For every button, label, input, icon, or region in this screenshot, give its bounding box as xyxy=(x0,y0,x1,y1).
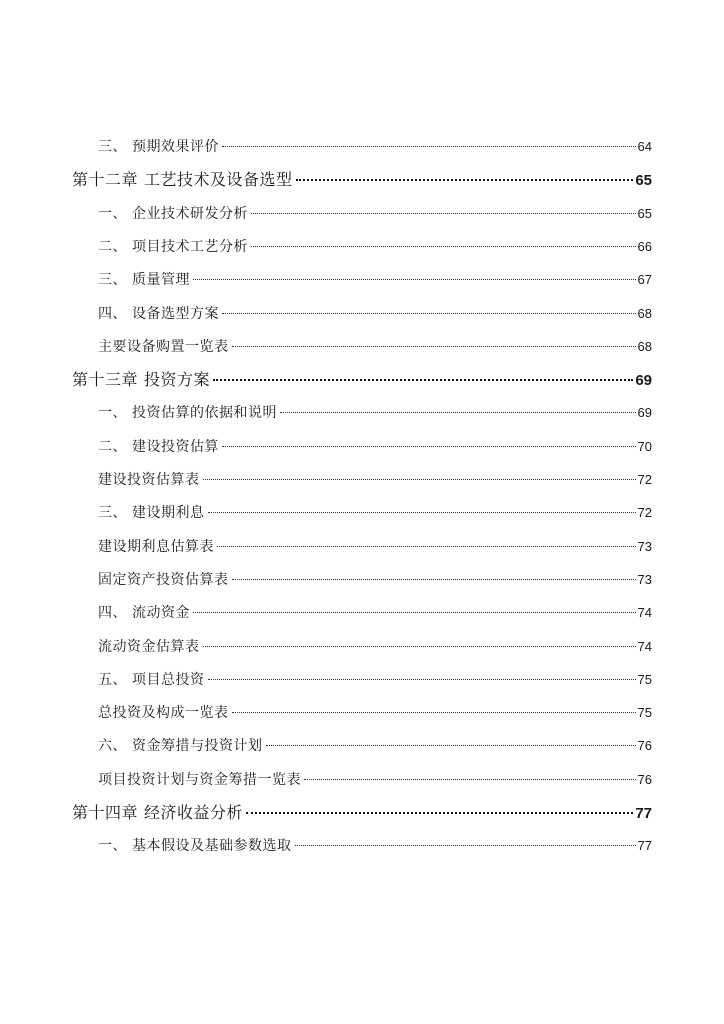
toc-entry-number: 一、 xyxy=(98,838,127,854)
toc-page-number: 70 xyxy=(637,439,652,454)
toc-entry-title: 项目技术工艺分析 xyxy=(132,239,248,255)
toc-page-number: 72 xyxy=(637,472,652,487)
toc-section-entry[interactable] xyxy=(98,269,652,291)
toc-page-number: 69 xyxy=(637,405,652,420)
toc-chapter-entry[interactable] xyxy=(72,169,652,191)
toc-dot-leader xyxy=(203,479,636,480)
toc-dot-leader xyxy=(222,446,636,447)
toc-section-entry[interactable] xyxy=(98,136,652,158)
toc-page-number: 77 xyxy=(637,838,652,853)
toc-dot-leader xyxy=(304,779,636,780)
toc-section-entry[interactable] xyxy=(98,835,652,857)
toc-page-number: 74 xyxy=(637,639,652,654)
toc-entry-title: 流动资金估算表 xyxy=(98,639,200,655)
toc-entry-number: 五、 xyxy=(98,672,127,688)
toc-dot-leader xyxy=(193,279,636,280)
toc-entry-title: 投资估算的依据和说明 xyxy=(132,405,277,421)
toc-entry-number: 一、 xyxy=(98,405,127,421)
toc-dot-leader xyxy=(251,213,636,214)
toc-entry-title: 预期效果评价 xyxy=(132,139,219,155)
toc-dot-leader xyxy=(232,579,636,580)
toc-section-entry[interactable] xyxy=(98,636,652,658)
toc-entry-title: 总投资及构成一览表 xyxy=(98,705,229,721)
toc-page-number: 68 xyxy=(637,306,652,321)
toc-dot-leader xyxy=(232,346,636,347)
toc-dot-leader xyxy=(295,845,636,846)
toc-entry-number: 四、 xyxy=(98,605,127,621)
toc-dot-leader xyxy=(232,712,636,713)
toc-entry-number: 一、 xyxy=(98,206,127,222)
toc-section-entry[interactable] xyxy=(98,303,652,325)
toc-section-entry[interactable] xyxy=(98,735,652,757)
toc-section-entry[interactable] xyxy=(98,669,652,691)
toc-entry-number: 二、 xyxy=(98,239,127,255)
toc-page-number: 64 xyxy=(637,139,652,154)
toc-section-entry[interactable] xyxy=(98,336,652,358)
toc-entry-title: 固定资产投资估算表 xyxy=(98,572,229,588)
toc-section-entry[interactable] xyxy=(98,769,652,791)
toc-page-number: 74 xyxy=(637,605,652,620)
toc-entry-number: 三、 xyxy=(98,505,127,521)
toc-entry-title: 流动资金 xyxy=(132,605,190,621)
toc-dot-leader xyxy=(208,512,636,513)
toc-entry-number: 三、 xyxy=(98,272,127,288)
toc-entry-number: 第十三章 xyxy=(72,370,139,389)
toc-section-entry[interactable] xyxy=(98,536,652,558)
toc-page-number: 76 xyxy=(637,772,652,787)
toc-entry-title: 项目投资计划与资金筹措一览表 xyxy=(98,772,301,788)
toc-section-entry[interactable] xyxy=(98,702,652,724)
toc-entry-title: 建设期利息估算表 xyxy=(98,539,214,555)
toc-page-number: 65 xyxy=(635,172,652,189)
toc-page-number: 68 xyxy=(637,339,652,354)
toc-chapter-entry[interactable] xyxy=(72,802,652,824)
toc-section-entry[interactable] xyxy=(98,402,652,424)
toc-dot-leader xyxy=(296,179,634,181)
toc-dot-leader xyxy=(213,379,633,381)
toc-dot-leader xyxy=(222,313,636,314)
toc-section-entry[interactable] xyxy=(98,236,652,258)
toc-entry-title: 建设投资估算表 xyxy=(98,472,200,488)
toc-page-number: 75 xyxy=(637,672,652,687)
toc-page-number: 67 xyxy=(637,272,652,287)
toc-dot-leader xyxy=(208,679,636,680)
toc-entry-number: 第十二章 xyxy=(72,170,139,189)
toc-entry-title: 建设期利息 xyxy=(132,505,205,521)
toc-dot-leader xyxy=(280,412,636,413)
toc-chapter-entry[interactable] xyxy=(72,369,652,391)
toc-page-number: 76 xyxy=(637,738,652,753)
toc-section-entry[interactable] xyxy=(98,602,652,624)
toc-entry-title: 投资方案 xyxy=(144,370,211,389)
toc-entry-title: 建设投资估算 xyxy=(132,439,219,455)
toc-entry-title: 项目总投资 xyxy=(132,672,205,688)
toc-entry-number: 四、 xyxy=(98,306,127,322)
toc-dot-leader xyxy=(193,612,636,613)
toc-entry-title: 基本假设及基础参数选取 xyxy=(132,838,292,854)
toc-section-entry[interactable] xyxy=(98,436,652,458)
toc-dot-leader xyxy=(203,646,636,647)
toc-section-entry[interactable] xyxy=(98,469,652,491)
toc-entry-title: 质量管理 xyxy=(132,272,190,288)
toc-page-number: 66 xyxy=(637,239,652,254)
toc-dot-leader xyxy=(217,546,636,547)
toc-page-number: 69 xyxy=(635,372,652,389)
toc-entry-title: 资金筹措与投资计划 xyxy=(132,738,263,754)
toc-page-number: 77 xyxy=(635,805,652,822)
toc-section-entry[interactable] xyxy=(98,569,652,591)
toc-dot-leader xyxy=(266,745,636,746)
toc-entry-title: 工艺技术及设备选型 xyxy=(144,170,293,189)
toc-dot-leader xyxy=(251,246,636,247)
toc-dot-leader xyxy=(246,812,633,814)
toc-dot-leader xyxy=(222,146,636,147)
toc-entry-number: 三、 xyxy=(98,139,127,155)
toc-entry-title: 主要设备购置一览表 xyxy=(98,339,229,355)
toc-page-number: 65 xyxy=(637,206,652,221)
toc-entry-title: 企业技术研发分析 xyxy=(132,206,248,222)
toc-entry-number: 二、 xyxy=(98,439,127,455)
toc-section-entry[interactable] xyxy=(98,502,652,524)
toc-page-number: 72 xyxy=(637,505,652,520)
toc-entry-title: 设备选型方案 xyxy=(132,306,219,322)
toc-page-number: 73 xyxy=(637,572,652,587)
toc-page-number: 73 xyxy=(637,539,652,554)
toc-entry-number: 第十四章 xyxy=(72,803,139,822)
toc-entry-number: 六、 xyxy=(98,738,127,754)
toc-section-entry[interactable] xyxy=(98,203,652,225)
toc-entry-title: 经济收益分析 xyxy=(144,803,244,822)
toc-page-number: 75 xyxy=(637,705,652,720)
